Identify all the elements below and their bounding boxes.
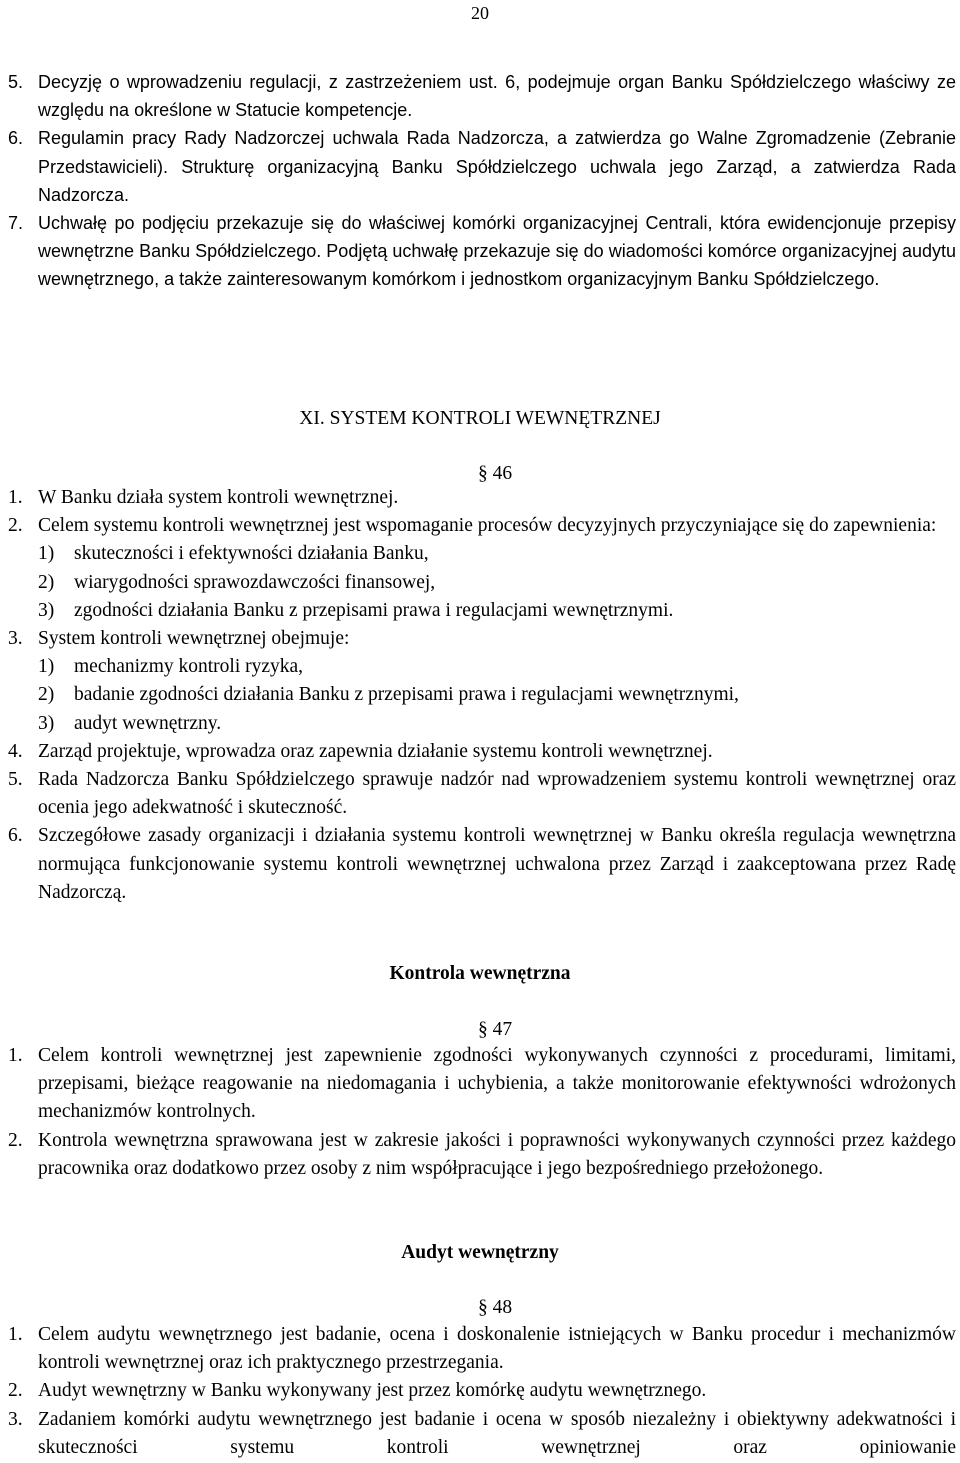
sub-item: 1) mechanizmy kontroli ryzyka, — [38, 656, 304, 678]
sub-item: 1) skuteczności i efektywności działania Banku, — [38, 543, 429, 565]
paragraph-mark-48: § 48 — [477, 1297, 513, 1318]
paragraph-48 — [8, 1321, 956, 1462]
paragraph-46 — [8, 484, 956, 907]
item-text: Regulamin pracy Rady Nadzorczej uchwala Rada Nadzorcza, a zatwierdza go Walne Zgromadzenie (Zebranie Przedstawicieli). Strukturę organizacyjną Banku Spółdzielczego uchwala jego Zarząd, a zatwierdza Rada Nadzorcza. — [38, 128, 956, 205]
sub-item: 2) wiarygodności sprawozdawczości finansowej, — [38, 571, 436, 593]
list-item: 3. System kontroli wewnętrznej obejmuje: — [8, 628, 350, 650]
audyt-title: Audyt wewnętrzny — [401, 1242, 559, 1263]
list-item: 1. W Banku działa system kontroli wewnętrznej. — [8, 487, 399, 508]
sub-item: 3) audyt wewnętrzny. — [38, 712, 222, 734]
item-number: 5. — [8, 72, 24, 92]
item-number: 7. — [8, 213, 24, 234]
list-item — [8, 68, 956, 124]
top-items — [8, 68, 956, 294]
list-item — [8, 209, 956, 294]
paragraph-mark-47: § 47 — [477, 1019, 513, 1040]
sub-item: 2) badanie zgodności działania Banku z przepisami prawa i regulacjami wewnętrznymi, — [38, 684, 739, 706]
paragraph-mark-46: § 46 — [477, 463, 513, 484]
sub-item: 3) zgodności działania Banku z przepisami prawa i regulacjami wewnętrznymi. — [38, 599, 674, 621]
section-title: XI. SYSTEM KONTROLI WEWNĘTRZNEJ — [299, 408, 661, 429]
list-item: 2. Celem systemu kontroli wewnętrznej jest wspomaganie procesów decyzyjnych przyczyniające się do zapewnienia: — [8, 515, 937, 537]
item-number: 6. — [8, 128, 24, 149]
list-item: 1. Celem audytu wewnętrznego jest badanie, ocena i doskonalenie istniejących w Banku procedur i mechanizmów kontroli wewnętrznej oraz ich praktycznego przestrzegania. — [8, 1324, 956, 1374]
list-item: 6. Szczegółowe zasady organizacji i działania systemu kontroli wewnętrznej w Banku określa regulacja wewnętrzna normująca funkcjonowanie systemu kontroli wewnętrznej uchwalona przez Zarząd i zaakceptowana przez Radę Nadzorczą. — [8, 825, 956, 903]
list-item: 5. Rada Nadzorcza Banku Spółdzielczego sprawuje nadzór nad wprowadzeniem systemu kontroli wewnętrznej oraz ocenia jego adekwatność i skuteczność. — [8, 769, 956, 819]
kontrola-title: Kontrola wewnętrzna — [389, 963, 571, 984]
list-item: 3. Zadaniem komórki audytu wewnętrznego jest badanie i ocena w sposób niezależny i obiektywny adekwatności i skuteczności systemu kontroli wewnętrznej oraz opiniowanie — [8, 1408, 956, 1458]
paragraph-47 — [8, 1042, 956, 1183]
list-item — [8, 124, 956, 209]
page-number: 20 — [471, 3, 489, 23]
list-item: 4. Zarząd projektuje, wprowadza oraz zapewnia działanie systemu kontroli wewnętrznej. — [8, 740, 713, 762]
item-text: Uchwałę po podjęciu przekazuje się do właściwej komórki organizacyjnej Centrali, która ewidencjonuje przepisy wewnętrzne Banku Spółdzielczego. Podjętą uchwałę przekazuje się do wiadomości komórce organizacyjnej audytu wewnętrznego, a także zainteresowanym komórkom i jednostkom organizacyjnym Banku Spółdzielczego. — [38, 213, 956, 290]
item-text: Decyzję o wprowadzeniu regulacji, z zastrzeżeniem ust. 6, podejmuje organ Banku Spółdzielczego właściwy ze względu na określone w Statucie kompetencje. — [38, 72, 956, 121]
list-item: 2. Kontrola wewnętrzna sprawowana jest w zakresie jakości i poprawności wykonywanych czynności przez każdego pracownika oraz dodatkowo przez osoby z nim współpracujące i jego bezpośredniego przełożonego. — [8, 1129, 956, 1179]
list-item: 1. Celem kontroli wewnętrznej jest zapewnienie zgodności wykonywanych czynności z procedurami, limitami, przepisami, bieżące reagowanie na niedomagania i uchybienia, a także monitorowanie efektywności wdrożonych mechanizmów kontrolnych. — [8, 1045, 956, 1123]
list-item: 2. Audyt wewnętrzny w Banku wykonywany jest przez komórkę audytu wewnętrznego. — [8, 1380, 707, 1402]
